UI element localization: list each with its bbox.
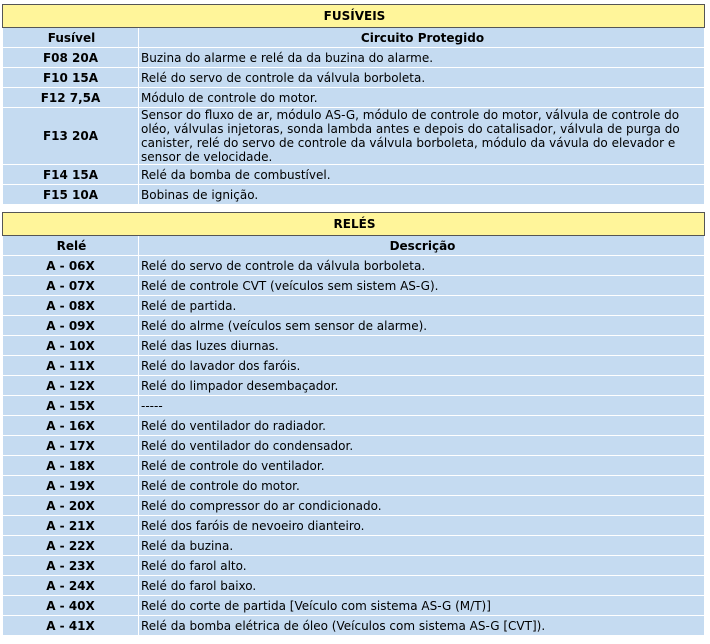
relay-row-key: A - 40X [3,596,139,616]
fuses-table [2,4,705,205]
relay-row [3,396,705,416]
relay-row-description: Relé das luzes diurnas. [139,336,705,356]
relay-row-description: Relé do limpador desembaçador. [139,376,705,396]
relay-row-description: Relé dos faróis de nevoeiro dianteiro. [139,516,705,536]
fuse-row [3,88,705,108]
relay-row [3,276,705,296]
relay-row-description: Relé de controle do motor. [139,476,705,496]
relay-row-key: A - 24X [3,576,139,596]
relay-row-key: A - 09X [3,316,139,336]
fuse-row [3,48,705,68]
relays-title: RELÉS [3,213,705,236]
relay-row-key: A - 18X [3,456,139,476]
fuse-row-key: F08 20A [3,48,139,68]
relay-row [3,596,705,616]
relay-row-description: Relé da bomba elétrica de óleo (Veículos com sistema AS-G [CVT]). [139,616,705,636]
relay-row [3,256,705,276]
relay-row-description: Relé do ventilador do radiador. [139,416,705,436]
relay-row [3,616,705,636]
relay-row-key: A - 19X [3,476,139,496]
relay-row-description: Relé do ventilador do condensador. [139,436,705,456]
relay-row [3,376,705,396]
fuse-column-header: Fusível [3,28,139,48]
relay-row-key: A - 06X [3,256,139,276]
relay-row-description: Relé do lavador dos faróis. [139,356,705,376]
fuse-row-key: F10 15A [3,68,139,88]
relay-row-key: A - 15X [3,396,139,416]
fuse-row-description: Buzina do alarme e relé da da buzina do alarme. [139,48,705,68]
fuse-row-key: F15 10A [3,185,139,205]
relay-row-key: A - 41X [3,616,139,636]
relay-row [3,456,705,476]
relay-row-description: Relé do farol alto. [139,556,705,576]
fuse-row-description: Relé do servo de controle da válvula borboleta. [139,68,705,88]
fuses-title: FUSÍVEIS [3,5,705,28]
fuse-row-description: Módulo de controle do motor. [139,88,705,108]
fuse-row-description: Sensor do fluxo de ar, módulo AS-G, módulo de controle do motor, válvula de controle do oléo, válvulas injetoras, sonda lambda antes e depois do catalisador, válvula de purga do canister, relé do servo de controle da válvula borboleta, módulo da vávula do elevador e sensor de velocidade. [139,108,705,165]
fuse-row-description: Relé da bomba de combustível. [139,165,705,185]
relay-row-key: A - 23X [3,556,139,576]
relay-row-description: Relé da buzina. [139,536,705,556]
fuse-row-key: F12 7,5A [3,88,139,108]
relay-row-description: Relé do corte de partida [Veículo com sistema AS-G (M/T)] [139,596,705,616]
fuse-row-key: F13 20A [3,108,139,165]
relay-row-key: A - 16X [3,416,139,436]
relay-row [3,416,705,436]
fuse-row [3,185,705,205]
fuse-row [3,108,705,165]
relays-table [2,212,705,636]
fuse-row-description: Bobinas de ignição. [139,185,705,205]
relay-row [3,476,705,496]
relay-row [3,556,705,576]
relay-row-description: Relé de controle do ventilador. [139,456,705,476]
relay-row [3,436,705,456]
circuit-column-header: Circuito Protegido [139,28,705,48]
relay-row-description: Relé de partida. [139,296,705,316]
relay-row-key: A - 22X [3,536,139,556]
relay-row-key: A - 21X [3,516,139,536]
relay-row [3,356,705,376]
relay-row [3,516,705,536]
relay-row-key: A - 11X [3,356,139,376]
relay-row [3,576,705,596]
relay-row-description: ----- [139,396,705,416]
relay-row-key: A - 20X [3,496,139,516]
relay-row [3,336,705,356]
relay-row-description: Relé do servo de controle da válvula borboleta. [139,256,705,276]
relay-row-description: Relé de controle CVT (veículos sem sistem AS-G). [139,276,705,296]
relay-row [3,296,705,316]
relay-row [3,316,705,336]
relay-row-key: A - 08X [3,296,139,316]
description-column-header: Descrição [139,236,705,256]
relay-row-key: A - 10X [3,336,139,356]
relay-column-header: Relé [3,236,139,256]
relay-row-key: A - 07X [3,276,139,296]
relay-row-key: A - 17X [3,436,139,456]
fuse-row [3,165,705,185]
relay-row-description: Relé do compressor do ar condicionado. [139,496,705,516]
relay-row [3,536,705,556]
fuses-body [3,48,705,205]
fuse-row [3,68,705,88]
relays-body [3,256,705,636]
relay-row-description: Relé do farol baixo. [139,576,705,596]
fuse-row-key: F14 15A [3,165,139,185]
relay-row-description: Relé do alrme (veículos sem sensor de alarme). [139,316,705,336]
relay-row-key: A - 12X [3,376,139,396]
relay-row [3,496,705,516]
